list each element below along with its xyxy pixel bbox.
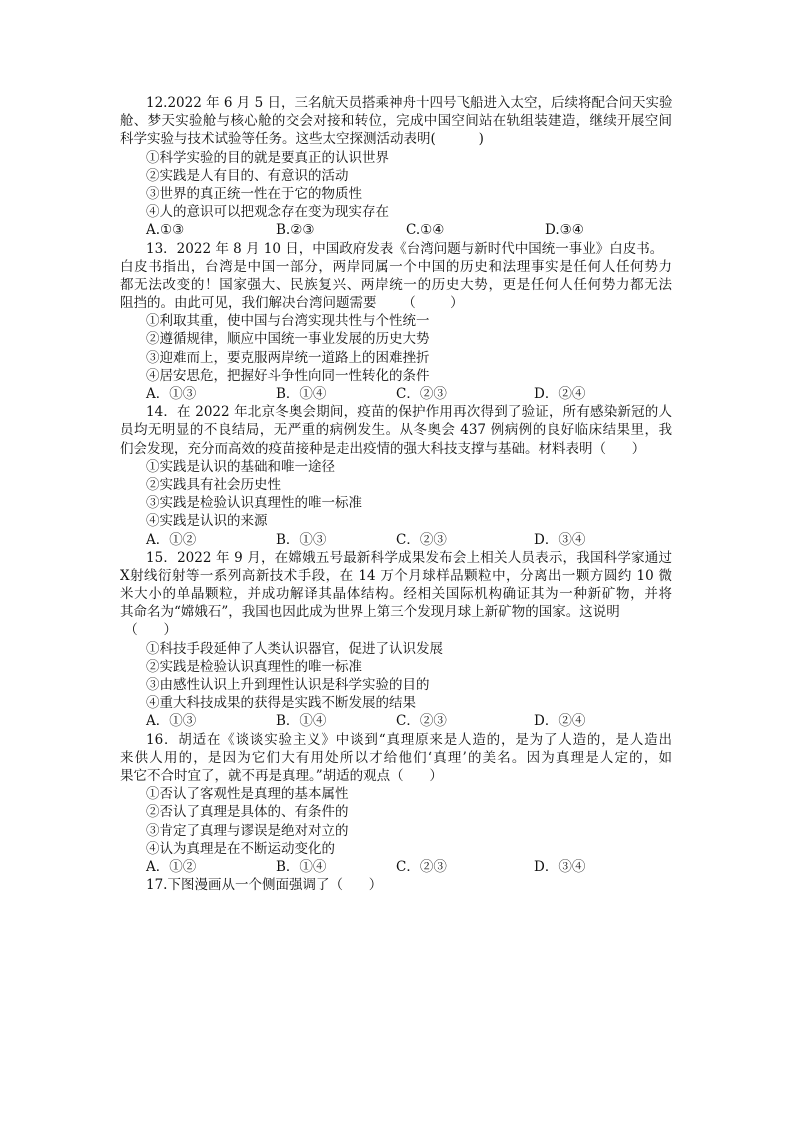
answer-choice-d: D．②④ bbox=[534, 713, 586, 730]
answer-choice-c: C．②③ bbox=[396, 713, 447, 730]
question-stem-line: （ ） bbox=[120, 622, 178, 639]
statement-2: ②实践具有社会历史性 bbox=[146, 476, 281, 493]
statement-3: ③实践是检验认识真理性的唯一标准 bbox=[146, 495, 362, 512]
answer-choice-c: C．②③ bbox=[396, 531, 447, 548]
answer-choice-b: B．①③ bbox=[276, 531, 327, 548]
question-stem-line: 14．在 2022 年北京冬奥会期间，疫苗的保护作用再次得到了验证，所有感染新冠的人 bbox=[146, 404, 672, 421]
statement-4: ④人的意识可以把观念存在变为现实存在 bbox=[146, 204, 389, 221]
question-15 bbox=[120, 549, 672, 731]
statement-3: ③世界的真正统一性在于它的物质性 bbox=[146, 185, 362, 202]
statement-3: ③由感性认识上升到理性认识是科学实验的目的 bbox=[146, 677, 430, 693]
statement-1: ①利取其重，使中国与台湾实现共性与个性统一 bbox=[146, 313, 430, 330]
question-stem-line: 来供人用的，是因为它们大有用处所以才给他们‘真理’的美名。因为真理是人定的，如 bbox=[120, 749, 672, 766]
statement-4: ④重大科技成果的获得是实践不断发展的结果 bbox=[146, 695, 416, 712]
question-stem-line: 阻挡的。由此可见，我们解决台湾问题需要 （ ） bbox=[120, 295, 464, 312]
statement-2: ②实践是人有目的、有意识的活动 bbox=[146, 167, 349, 184]
answer-choice-a: A．①② bbox=[146, 858, 197, 875]
question-13 bbox=[120, 240, 672, 404]
question-stem-line: 舱、梦天实验舱与核心舱的交会对接和转位，完成中国空间站在轨组装建造，继续开展空间 bbox=[120, 113, 672, 130]
answer-choice-c: C.①④ bbox=[406, 222, 445, 239]
answer-choice-b: B．①④ bbox=[276, 386, 327, 402]
answer-choice-a: A.①③ bbox=[146, 222, 185, 239]
statement-2: ②实践是检验认识真理性的唯一标准 bbox=[146, 658, 362, 675]
question-16 bbox=[120, 731, 672, 877]
answer-choices bbox=[120, 712, 672, 730]
answer-choice-a: A．①② bbox=[146, 531, 197, 548]
statement-2: ②遵循规律，顺应中国统一事业发展的历史大势 bbox=[146, 331, 430, 348]
answer-choices bbox=[120, 385, 672, 403]
question-stem-line: 12.2022 年 6 月 5 日，三名航天员搭乘神舟十四号飞船进入太空，后续将配合问天实验 bbox=[146, 95, 673, 111]
question-stem-line: 米大小的单晶颗粒，并成功解译其晶体结构。经相关国际机构确证其为一种新矿物，并将 bbox=[120, 586, 672, 603]
answer-choice-b: B．①④ bbox=[276, 713, 327, 730]
statement-2: ②否认了真理是具体的、有条件的 bbox=[146, 804, 349, 821]
question-stem-line: 果它不合时宜了，就不再是真理。”胡适的观点（ ） bbox=[120, 767, 443, 784]
question-stem-line: 13．2022 年 8 月 10 日，中国政府发表《台湾问题与新时代中国统一事业》白皮书。 bbox=[146, 240, 664, 257]
question-12 bbox=[120, 94, 672, 240]
question-stem-line: X射线衍射等一系列高新技术手段，在 14 万个月球样品颗粒中，分离出一颗方圆约 10 微 bbox=[120, 567, 672, 584]
question-stem-line: 16．胡适在《谈谈实验主义》中谈到“真理原来是人造的，是为了人造的，是人造出 bbox=[146, 731, 672, 748]
answer-choice-d: D．③④ bbox=[534, 858, 586, 875]
question-stem-line: 白皮书指出，台湾是中国一部分，两岸同属一个中国的历史和法理事实是任何人任何势力 bbox=[120, 258, 672, 275]
statement-4: ④实践是认识的来源 bbox=[146, 513, 268, 530]
exam-page bbox=[120, 94, 672, 894]
statement-4: ④认为真理是在不断运动变化的 bbox=[146, 840, 335, 857]
question-17 bbox=[120, 876, 672, 894]
answer-choices bbox=[120, 221, 672, 239]
question-stem-line: 科学实验与技术试验等任务。这些太空探测活动表明( ) bbox=[120, 131, 484, 148]
answer-choice-d: D．②④ bbox=[534, 386, 586, 402]
question-14 bbox=[120, 403, 672, 549]
statement-3: ③肯定了真理与谬误是绝对对立的 bbox=[146, 822, 349, 839]
answer-choices bbox=[120, 858, 672, 876]
answer-choice-c: C．②③ bbox=[396, 386, 447, 402]
answer-choice-b: B.②③ bbox=[276, 222, 315, 239]
question-stem-line: 17.下图漫画从一个侧面强调了（ ） bbox=[146, 877, 383, 894]
answer-choice-d: D．③④ bbox=[534, 531, 586, 548]
question-stem-line: 都无法改变的！国家强大、民族复兴、两岸统一的历史大势，更是任何人任何势力都无法 bbox=[120, 276, 672, 293]
statement-1: ①科学实验的目的就是要真正的认识世界 bbox=[146, 149, 389, 166]
answer-choice-d: D.③④ bbox=[545, 222, 584, 239]
answer-choices bbox=[120, 531, 672, 549]
statement-3: ③迎难而上，要克服两岸统一道路上的困难挫折 bbox=[146, 349, 430, 366]
statement-1: ①科技手段延伸了人类认识器官，促进了认识发展 bbox=[146, 640, 443, 657]
answer-choice-a: A．①③ bbox=[146, 713, 197, 730]
answer-choice-b: B．①④ bbox=[276, 858, 327, 875]
question-stem-line: 们会发现，充分而高效的疫苗接种是走出疫情的强大科技支撑与基础。材料表明（ ） bbox=[120, 440, 646, 457]
statement-1: ①实践是认识的基础和唯一途径 bbox=[146, 458, 335, 475]
statement-1: ①否认了客观性是真理的基本属性 bbox=[146, 786, 349, 803]
statement-4: ④居安思危，把握好斗争性向同一性转化的条件 bbox=[146, 367, 430, 384]
question-stem-line: 15．2022 年 9 月，在嫦娥五号最新科学成果发布会上相关人员表示，我国科学家通过 bbox=[146, 549, 672, 566]
question-stem-line: 员均无明显的不良结局，无严重的病例发生。从冬奥会 437 例病例的良好临床结果里，我 bbox=[120, 422, 672, 439]
question-stem-line: 其命名为“嫦娥石”，我国也因此成为世界上第三个发现月球上新矿物的国家。这说明 bbox=[120, 604, 620, 621]
answer-choice-c: C．②③ bbox=[396, 858, 447, 875]
answer-choice-a: A．①③ bbox=[146, 386, 197, 402]
